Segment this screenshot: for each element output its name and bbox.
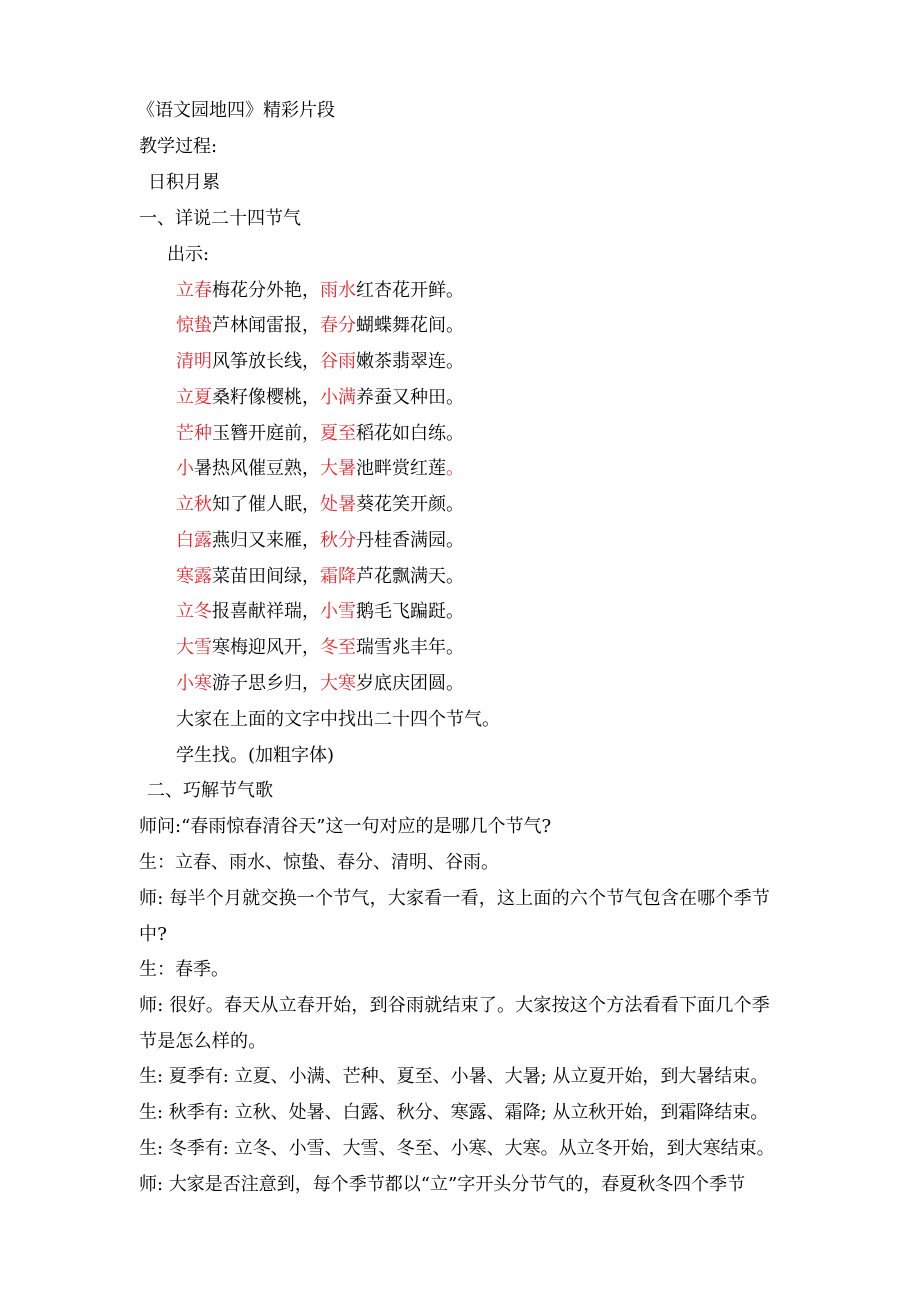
poem-text: 稻花如白练。 <box>356 423 464 444</box>
poem-text: 桑籽像樱桃， <box>212 387 320 408</box>
poem-text: 嫩茶翡翠连。 <box>356 351 464 372</box>
section-label: 日积月累 <box>148 172 220 193</box>
solar-term: 寒露 <box>176 566 212 587</box>
solar-term: 大雪 <box>176 637 212 658</box>
poem-text: 池畔赏红莲 <box>356 458 446 479</box>
solar-term: 大暑 <box>320 458 356 479</box>
dialog-line: 生：春季。 <box>139 959 229 980</box>
poem-text: 葵花笑开颜。 <box>356 494 464 515</box>
part1-heading: 一、详说二十四节气 <box>139 208 301 229</box>
poem-text: 蝴蝶舞花间。 <box>356 315 464 336</box>
solar-term: 小满 <box>320 387 356 408</box>
process-label: 教学过程: <box>139 136 218 157</box>
poem-line <box>176 422 464 446</box>
show-label: 出示: <box>167 244 210 265</box>
solar-term: 小寒 <box>176 673 212 694</box>
poem-line <box>176 457 464 481</box>
poem-text: 玉簪开庭前， <box>212 423 320 444</box>
poem-text: 红杏花开鲜。 <box>356 280 464 301</box>
poem-text: 养蚕又种田。 <box>356 387 464 408</box>
poem-text: 芦林闻雷报， <box>212 315 320 336</box>
dialog-line: 生: 夏季有: 立夏、小满、芒种、夏至、小暑、大暑; 从立夏开始，到大暑结束。 <box>139 1066 769 1087</box>
part2-heading: 二、巧解节气歌 <box>147 780 273 801</box>
poem-text: 燕归又来雁， <box>212 530 320 551</box>
poem-text: 风筝放长线， <box>212 351 320 372</box>
instruction-text: 大家在上面的文字中找出二十四个节气。 <box>176 709 500 730</box>
poem-line <box>176 600 464 624</box>
solar-term: 清明 <box>176 351 212 372</box>
poem-text: 鹅毛飞蹁跹。 <box>356 601 464 622</box>
poem-punctuation: 。 <box>446 458 464 479</box>
poem-text: 知了催人眠， <box>212 494 320 515</box>
solar-term: 冬至 <box>320 637 356 658</box>
dialog-line: 生: 冬季有: 立冬、小雪、大雪、冬至、小寒、大寒。从立冬开始，到大寒结束。 <box>139 1138 775 1159</box>
solar-term: 夏至 <box>320 423 356 444</box>
solar-term: 大寒 <box>320 673 356 694</box>
document-title: 《语文园地四》精彩片段 <box>137 100 335 121</box>
poem-line <box>176 386 464 410</box>
solar-term: 芒种 <box>176 423 212 444</box>
dialog-line: 师问:“春雨惊春清谷天”这一句对应的是哪几个节气? <box>139 816 552 837</box>
solar-term: 雨水 <box>320 280 356 301</box>
poem-line <box>176 314 464 338</box>
solar-term: 处暑 <box>320 494 356 515</box>
poem-line <box>176 636 464 660</box>
solar-term: 立春 <box>176 280 212 301</box>
poem-line <box>176 529 464 553</box>
solar-term: 惊蛰 <box>176 315 212 336</box>
solar-term: 立冬 <box>176 601 212 622</box>
poem-text: 菜苗田间绿， <box>212 566 320 587</box>
solar-term: 谷雨 <box>320 351 356 372</box>
solar-term: 秋分 <box>320 530 356 551</box>
poem-line <box>176 565 464 589</box>
solar-term: 立秋 <box>176 494 212 515</box>
dialog-line: 师: 每半个月就交换一个节气，大家看一看，这上面的六个节气包含在哪个季节中? <box>139 888 770 945</box>
poem-text: 暑热风催豆熟， <box>194 458 320 479</box>
student-action-text: 学生找。(加粗字体) <box>176 745 335 766</box>
poem-text: 岁底庆团圆。 <box>356 673 464 694</box>
solar-term: 霜降 <box>320 566 356 587</box>
poem-text: 丹桂香满园。 <box>356 530 464 551</box>
poem-text: 游子思乡归， <box>212 673 320 694</box>
poem-text: 梅花分外艳， <box>212 280 320 301</box>
dialog-line: 生：立春、雨水、惊蛰、春分、清明、谷雨。 <box>139 852 499 873</box>
poem-text: 报喜献祥瑞， <box>212 601 320 622</box>
solar-term: 白露 <box>176 530 212 551</box>
poem-line <box>176 350 464 374</box>
poem-line <box>176 279 464 303</box>
dialog-line: 师: 大家是否注意到，每个季节都以“立”字开头分节气的，春夏秋冬四个季节 <box>139 1174 746 1195</box>
dialog-line: 师: 很好。春天从立春开始，到谷雨就结束了。大家按这个方法看看下面几个季节是怎么样的。 <box>139 995 770 1052</box>
solar-term: 春分 <box>320 315 356 336</box>
poem-line <box>176 493 464 517</box>
poem-text: 寒梅迎风开， <box>212 637 320 658</box>
poem-text: 芦花飘满天。 <box>356 566 464 587</box>
solar-term: 小雪 <box>320 601 356 622</box>
poem-text: 瑞雪兆丰年。 <box>356 637 464 658</box>
solar-term: 小 <box>176 458 194 479</box>
solar-term: 立夏 <box>176 387 212 408</box>
poem-line <box>176 672 464 696</box>
dialog-line: 生: 秋季有: 立秋、处暑、白露、秋分、寒露、霜降; 从立秋开始，到霜降结束。 <box>139 1102 769 1123</box>
